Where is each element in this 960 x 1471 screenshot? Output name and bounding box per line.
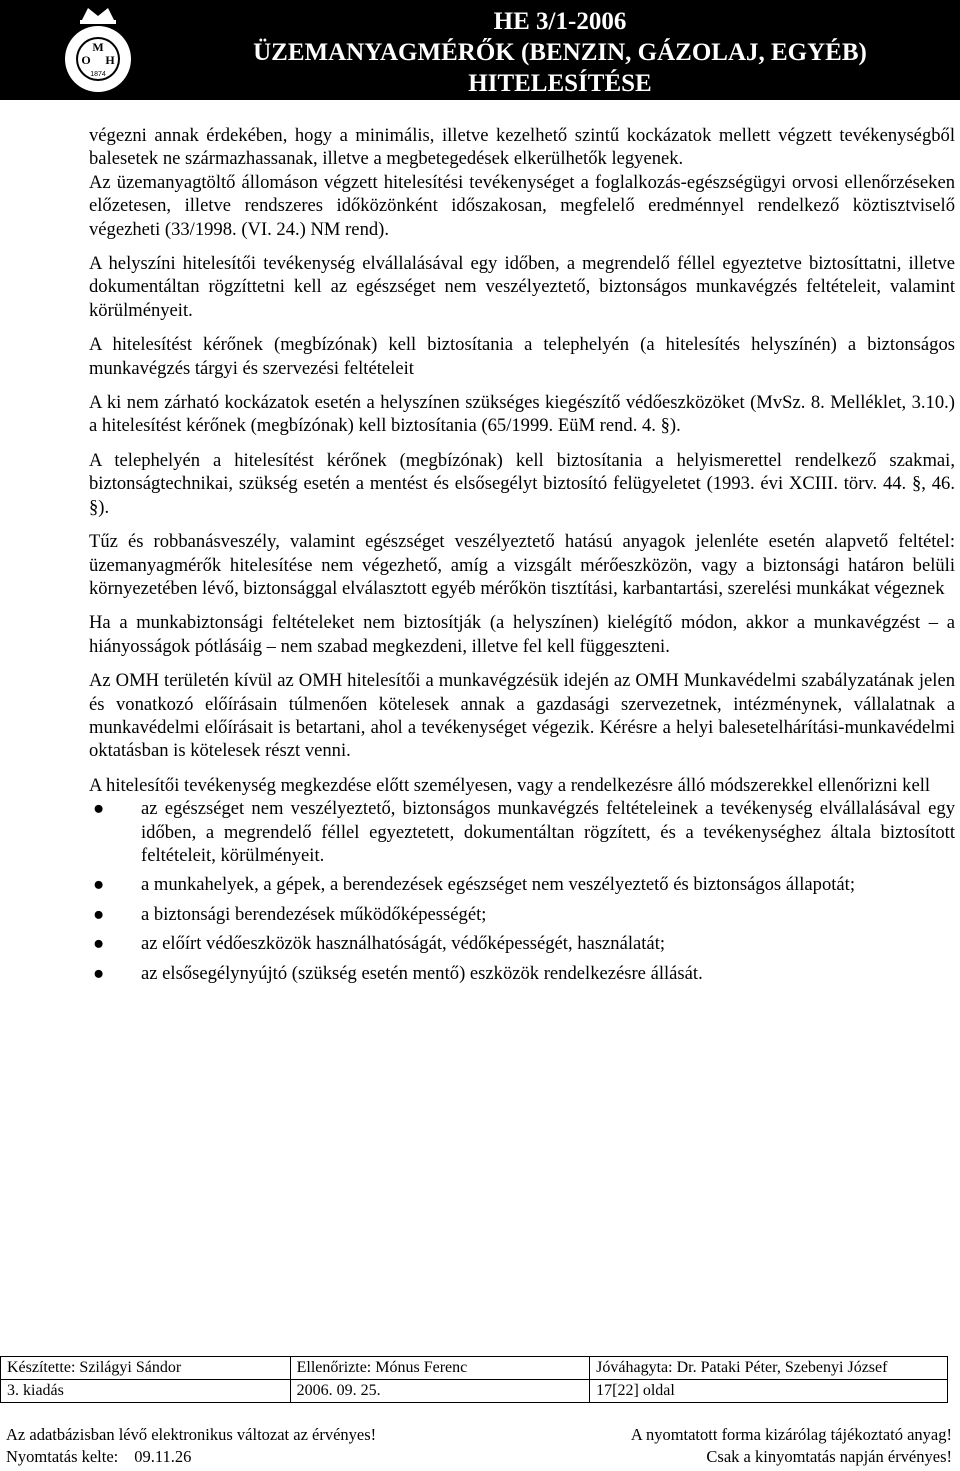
approved-by-cell: Jóváhagyta: Dr. Pataki Péter, Szebenyi József <box>590 1357 948 1380</box>
document-body <box>89 124 955 991</box>
document-subject: ÜZEMANYAGMÉRŐK (BENZIN, GÁZOLAJ, EGYÉB) <box>253 39 867 66</box>
omh-seal-logo-icon <box>62 4 134 96</box>
table-row <box>1 1357 948 1380</box>
bullet-icon: ● <box>93 933 105 955</box>
list-item-text: az egészséget nem veszélyeztető, biztonságos munkavégzés feltételeinek a tevékenység elvállalásával egy időben, a megrendelő féllel egyeztetett, dokumentáltan rögzített, és a tevékenységhez általa biztosított feltételeit, körülményeit. <box>141 798 955 866</box>
document-header <box>0 0 960 100</box>
print-date <box>6 1446 191 1468</box>
list-item <box>89 962 955 985</box>
paragraph-5: A ki nem zárható kockázatok esetén a helyszínen szükséges kiegészítő védőeszközöket (MvSz. 8. Melléklet, 3.10.) a hitelesítést kérőnek (megbízónak) kell biztosítania (65/1999. EüM rend. 4. §). <box>89 392 955 437</box>
bullet-icon: ● <box>93 903 105 925</box>
paragraph-4: A hitelesítést kérőnek (megbízónak) kell biztosítania a telephelyén (a hitelesítés helyszínén) a biztonságos munkavégzés tárgyi és szervezési feltételeit <box>89 334 955 379</box>
paragraph-8: Ha a munkabiztonsági feltételeket nem biztosítják (a helyszínen) kielégítő módon, akkor a munkavégzést – a hiányosságok pótlásáig – nem szabad megkezdeni, illetve fel kell függeszteni. <box>89 612 955 657</box>
page-number-cell: 17[22] oldal <box>590 1380 948 1403</box>
list-item-text: az előírt védőeszközök használhatóságát, védőképességét, használatát; <box>141 933 666 955</box>
checklist <box>89 797 955 985</box>
paragraph-1: végezni annak érdekében, hogy a minimális, illetve kezelhető szintű kockázatok mellett végzett tevékenységből balesetek ne származhassanak, illetve a megbetegedések elkerülhetők legyenek. <box>89 125 955 170</box>
issue-date-cell: 2006. 09. 25. <box>290 1380 590 1403</box>
document-code: HE 3/1-2006 <box>493 8 627 35</box>
paragraph-10: A hitelesítői tevékenység megkezdése előtt személyesen, vagy a rendelkezésre álló módszerekkel ellenőrizni kell <box>89 774 931 796</box>
list-item <box>89 903 955 926</box>
prepared-by-cell: Készítette: Szilágyi Sándor <box>1 1357 291 1380</box>
bullet-icon: ● <box>93 962 105 984</box>
paragraph-9: Az OMH területén kívül az OMH hitelesítői a munkavégzésük idején az OMH Munkavédelmi szabályzatának jelen és vonatkozó előírásain túlmenően kötelesek annak a gazdasági szervezetnek, intézménynek, vállalatnak a munkavédelmi előírásait is betartani, ahol a tevékenységet végezik. Kérésre a helyi balesetelhárítási-munkavédelmi oktatásban is kötelesek részt venni. <box>89 670 955 762</box>
list-item <box>89 873 955 896</box>
list-item-text: az elsősegélynyújtó (szükség esetén mentő) eszközök rendelkezésre állását. <box>141 962 703 984</box>
footer-notes <box>6 1424 952 1468</box>
paragraph-2: Az üzemanyagtöltő állomáson végzett hitelesítési tevékenységet a foglalkozás-egészségügyi orvosi ellenőrzéseken előzetesen, illetve rendszeres időközönként időszakosan, megfelelő eredménnyel rendelkező köztisztviselő végezheti (33/1998. (VI. 24.) NM rend). <box>89 171 955 240</box>
electronic-version-note: Az adatbázisban lévő elektronikus változat az érvényes! <box>6 1425 377 1444</box>
paragraph-6: A telephelyén a hitelesítést kérőnek (megbízónak) kell biztosítania a helyismerettel rendelkező szakmai, biztonságtechnikai, szükség esetén a mentést és elsősegélyt biztosító felügyeletet (1993. évi XCIII. törv. 44. §, 46. §). <box>89 449 955 518</box>
print-date-value: 09.11.26 <box>134 1447 192 1466</box>
list-item-text: a biztonsági berendezések működőképességét; <box>141 903 487 925</box>
logo-year: 1874 <box>90 71 106 78</box>
edition-cell: 3. kiadás <box>1 1380 291 1403</box>
checked-by-cell: Ellenőrizte: Mónus Ferenc <box>290 1357 590 1380</box>
logo-letter-h: H <box>105 53 115 67</box>
list-item <box>89 797 955 867</box>
approval-table <box>0 1356 948 1403</box>
print-date-label: Nyomtatás kelte: <box>6 1447 119 1466</box>
validity-note: Csak a kinyomtatás napján érvényes! <box>706 1447 952 1466</box>
bullet-icon: ● <box>93 798 105 820</box>
logo-letter-m: M <box>92 40 104 54</box>
paragraph-3: A helyszíni hitelesítői tevékenység elvállalásával egy időben, a megrendelő féllel egyeztetve biztosíttatni, illetve dokumentáltan rögzíttetni kell az egészséget nem veszélyeztető, biztonságos munkavégzés feltételeit, valamint körülményeit. <box>89 253 955 321</box>
document-subject-continued: HITELESÍTÉSE <box>468 70 652 97</box>
printed-version-note: A nyomtatott forma kizárólag tájékoztató anyag! <box>630 1425 952 1444</box>
list-item <box>89 932 955 955</box>
document-title <box>160 6 960 99</box>
logo-letter-o: O <box>81 53 91 67</box>
list-item-text: a munkahelyek, a gépek, a berendezések egészséget nem veszélyeztető és biztonságos állapotát; <box>141 874 855 896</box>
paragraph-7: Tűz és robbanásveszély, valamint egészséget veszélyeztető hatású anyagok jelenléte esetén alapvető feltétel: üzemanyagmérők hitelesítése nem végezhető, amíg a vizsgált mérőeszközön, vagy a biztonsági határon belüli környezetében lévő, biztonsággal elválasztott egyéb mérőkön tisztítási, karbantartási, szerelési munkákat végeznek <box>89 531 955 599</box>
table-row <box>1 1380 948 1403</box>
bullet-icon: ● <box>93 874 105 896</box>
